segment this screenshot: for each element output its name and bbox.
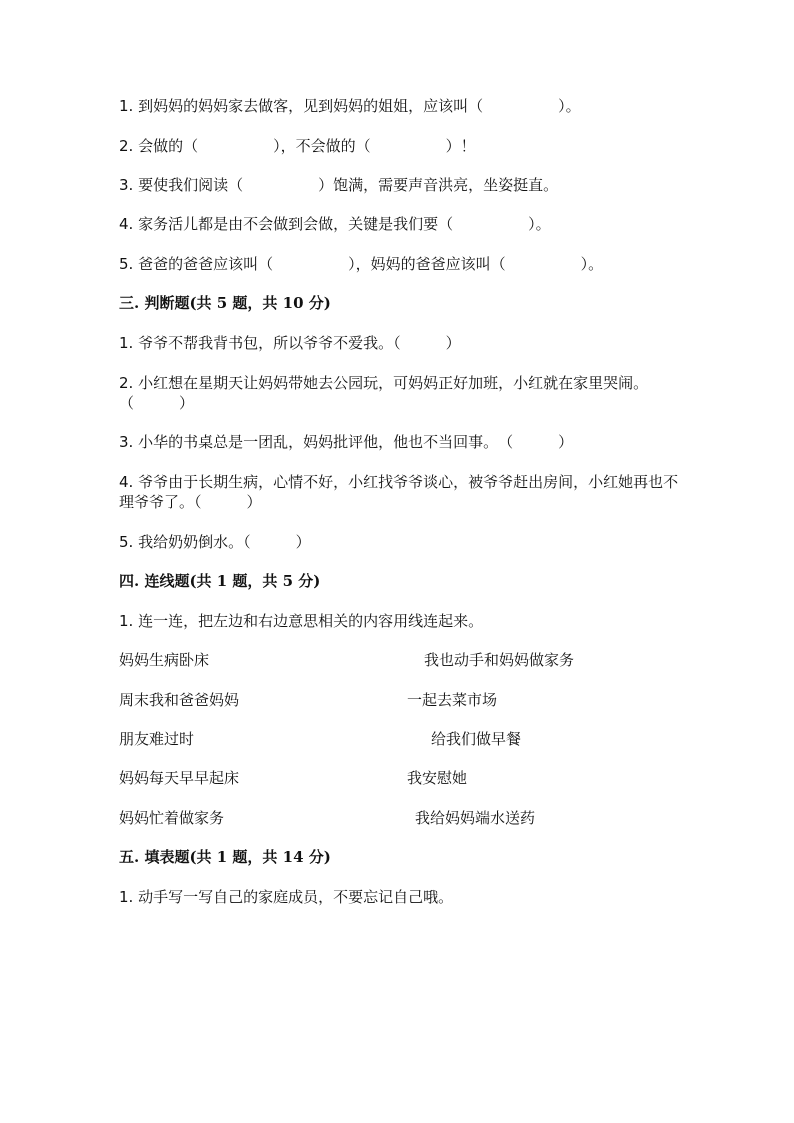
match-right-4: 我安慰她 [407,769,468,787]
judge-item-4: 4. 爷爷由于长期生病，心情不好，小红找爷爷谈心，被爷爷赶出房间，小红她再也不理爷爷了。（ ） [119,473,679,511]
matching-question: 1. 连一连，把左边和右边意思相关的内容用线连起来。 [119,612,484,630]
match-left-4: 妈妈每天早早起床 [119,769,240,787]
judge-item-5: 5. 我给奶奶倒水。（ ） [119,533,311,551]
match-left-1: 妈妈生病卧床 [119,651,210,669]
judge-item-1: 1. 爷爷不帮我背书包，所以爷爷不爱我。（ ） [119,334,461,352]
fill-blank-item-3: 3. 要使我们阅读（ ）饱满，需要声音洪亮，坐姿挺直。 [119,176,559,194]
fill-blank-item-1: 1. 到妈妈的妈妈家去做客，见到妈妈的姐姐，应该叫（ ）。 [119,97,581,115]
section-4-heading: 四. 连线题(共 1 题，共 5 分) [119,572,321,590]
fill-blank-item-4: 4. 家务活儿都是由不会做到会做，关键是我们要（ ）。 [119,215,551,233]
fill-blank-item-2: 2. 会做的（ ），不会做的（ ）！ [119,137,476,155]
match-left-3: 朋友难过时 [119,730,195,748]
section-3-heading: 三. 判断题(共 5 题，共 10 分) [119,294,331,312]
match-right-5: 我给妈妈端水送药 [415,809,536,827]
judge-item-2: 2. 小红想在星期天让妈妈带她去公园玩，可妈妈正好加班，小红就在家里哭闹。（ ） [119,374,649,412]
table-question: 1. 动手写一写自己的家庭成员，不要忘记自己哦。 [119,888,454,906]
match-left-2: 周末我和爸爸妈妈 [119,691,240,709]
match-right-3: 给我们做早餐 [431,730,522,748]
section-5-heading: 五. 填表题(共 1 题，共 14 分) [119,848,331,866]
match-left-5: 妈妈忙着做家务 [119,809,225,827]
fill-blank-item-5: 5. 爸爸的爸爸应该叫（ ），妈妈的爸爸应该叫（ ）。 [119,255,604,273]
judge-item-3: 3. 小华的书桌总是一团乱，妈妈批评他，他也不当回事。 （ ） [119,433,574,451]
match-right-1: 我也动手和妈妈做家务 [424,651,575,669]
match-right-2: 一起去菜市场 [407,691,498,709]
